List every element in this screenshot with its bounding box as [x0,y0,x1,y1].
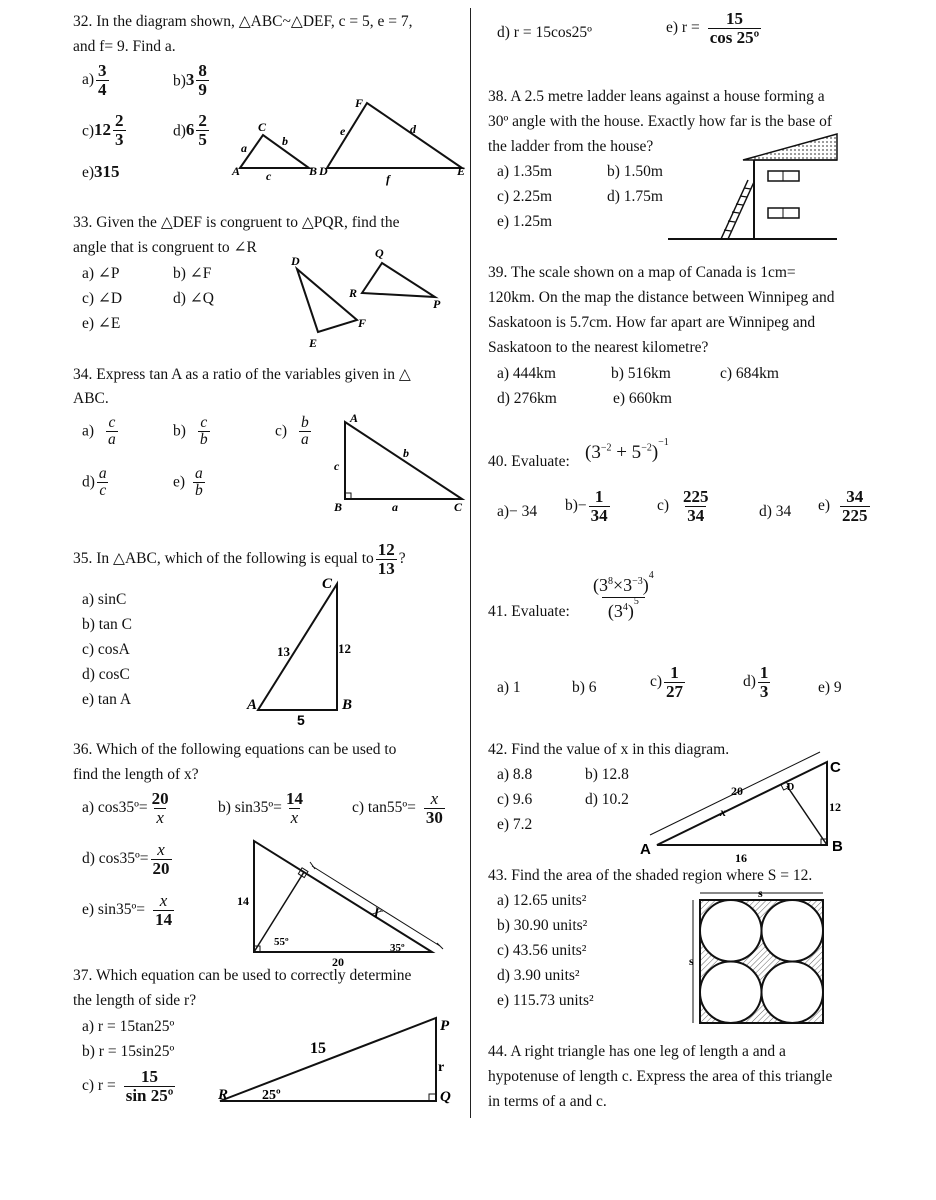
numerator: 3 [98,61,107,80]
q41-option-d [743,664,772,701]
label-b: b [403,446,409,460]
q40-option-e [818,488,872,525]
option-prefix: e) r = [666,18,700,36]
q42-option-d: d) 10.2 [585,791,629,808]
fraction [97,466,109,500]
q35-option-c: c) cosA [82,641,130,658]
label-leg: 12 [338,641,351,656]
fraction [150,790,171,827]
q36-option-d [82,841,174,878]
label-leg: 12 [829,800,841,814]
numerator: 2 [115,111,124,130]
q33-stem-line1: 33. Given the △DEF is congruent to △PQR, find the [73,214,400,231]
fraction [758,664,771,701]
label-e: e [340,124,346,138]
denominator: x [290,807,299,827]
q38-option-b: b) 1.50m [607,163,663,180]
option-label: d) [743,672,756,690]
question-mark: ? [398,549,406,567]
q43-option-b: b) 30.90 units² [497,917,588,934]
option-prefix: c) tan55º= [352,798,416,816]
q32-option-a [82,62,111,99]
fraction [424,790,445,827]
fraction [193,466,205,500]
numerator: 225 [683,487,709,506]
fraction [196,62,209,99]
numerator: a [98,465,107,482]
fraction [299,415,311,449]
q43-option-a: a) 12.65 units² [497,892,587,909]
q40-expression: $(3^{-2} + 5^{-2})^{-1}$ [585,436,669,463]
circle [762,900,824,962]
q42-option-e: e) 7.2 [497,816,533,833]
fraction [681,488,711,525]
numerator: 1 [594,487,604,506]
q37-stem-line2: the length of side r? [73,992,197,1009]
q34-option-c [275,415,313,449]
q32-option-b [173,62,211,99]
q38-stem-line3: the ladder from the house? [488,138,654,155]
label-c: c [334,459,340,473]
fraction [376,541,397,578]
q34-option-b [173,415,212,449]
q41-option-c [650,664,687,701]
fraction [587,570,660,621]
q40-stem: 40. Evaluate: [488,453,570,470]
label-D: D [787,782,795,793]
mixed-number [186,62,211,99]
label-s-side: s [689,954,694,968]
option-label: e) [173,473,186,491]
q42-stem: 42. Find the value of x in this diagram. [488,741,730,758]
option-label: c) [275,422,288,440]
q38-stem-line2: 30º angle with the house. Exactly how far is the base of [488,113,832,130]
circle [762,962,824,1024]
q32-option-c [82,112,128,149]
label-C: C [258,120,267,134]
numerator: 15 [141,1067,159,1086]
label-side: 14 [237,894,249,908]
ladder [721,180,754,239]
q37-option-b: b) r = 15sin25º [82,1043,175,1060]
option-prefix: d) cos35º= [82,849,149,867]
q37-stem-line1: 37. Which equation can be used to correctly determine [73,967,412,984]
q39-stem-line3: Saskatoon is 5.7cm. How far apart are Winnipeg and [488,314,816,331]
label-b: b [282,134,288,148]
q35-option-a: a) sinC [82,591,127,608]
option-label: b) [173,422,186,440]
option-label: c) [657,496,670,514]
label-d: d [410,122,416,136]
option-label: a) [82,422,95,440]
numerator: x [430,789,439,808]
label-D: D [291,254,300,268]
q35-option-b: b) tan C [82,616,132,633]
q36-option-e [82,892,176,929]
option-label: e) [82,164,95,181]
label-x: X [367,904,384,923]
denominator: b [195,482,203,500]
q36-option-a [82,790,173,827]
numerator: 34 [846,487,864,506]
label-P: P [433,297,441,311]
option-label: d) [173,122,186,140]
q37-option-c [82,1068,177,1105]
label-D: D [319,164,328,178]
denominator: $(3^4)^5$ [602,597,645,621]
label-base: 16 [735,851,747,865]
label-angle-55: 55º [274,936,289,948]
q37-option-d: d) r = 15cos25º [497,24,592,41]
q37-option-a: a) r = 15tan25º [82,1018,175,1035]
numerator: 8 [198,61,207,80]
fraction [198,415,210,449]
q44-stem-line1: 44. A right triangle has one leg of length a and a [488,1043,786,1060]
label-hypotenuse: 20 [731,784,743,798]
label-s-top: s [758,886,763,900]
q36-option-b [218,790,307,827]
numerator: 1 [670,663,679,682]
q43-square-circles-figure [685,885,830,1030]
fraction [840,488,870,525]
fraction [589,488,610,525]
q39-option-e: e) 660km [613,390,672,407]
denominator: 9 [198,79,207,99]
denominator: a [301,431,309,449]
mixed-number [186,112,211,149]
option-label: b)− [565,496,587,514]
q38-option-c: c) 2.25m [497,188,553,205]
q38-ladder-house-figure [665,128,845,246]
q36-option-c [352,790,447,827]
fraction [153,892,174,929]
label-A: A [350,411,359,425]
q38-option-d: d) 1.75m [607,188,663,205]
denominator: 14 [155,909,173,929]
numerator: a [195,465,203,482]
circle [700,962,762,1024]
option-prefix: b) sin35º= [218,798,282,816]
label-A: A [640,841,651,858]
q41-expression [585,570,662,621]
q33-option-a: a) ∠P [82,265,120,282]
q32-option-e [82,162,120,182]
q35-option-e: e) tan A [82,691,132,708]
label-x: x [720,805,726,819]
label-hypotenuse: 15 [310,1040,326,1057]
denominator: c [99,482,107,500]
q32-similar-triangles-figure [230,95,470,185]
denominator: x [156,807,164,827]
denominator: 34 [590,505,608,525]
fraction [284,790,305,827]
numerator: b [301,414,309,431]
mixed-number [94,112,128,149]
q36-triangle-figure [230,835,450,970]
q41-stem: 41. Evaluate: [488,603,570,620]
whole: 12 [94,120,112,140]
numerator: 2 [198,111,207,130]
numerator: x [159,891,168,910]
numerator: 20 [151,789,169,808]
q36-stem-line1: 36. Which of the following equations can be used to [73,741,397,758]
q39-option-c: c) 684km [720,365,779,382]
label-F: F [355,96,364,110]
numerator: c [200,414,208,431]
q38-option-a: a) 1.35m [497,163,553,180]
label-B: B [832,838,843,855]
q41-option-b: b) 6 [572,679,597,696]
denominator: sin 25º [125,1085,174,1105]
q33-congruent-triangles-figure [285,245,460,355]
denominator: 5 [198,129,207,149]
label-c: c [266,169,272,183]
q44-stem-line3: in terms of a and c. [488,1093,607,1110]
label-a: a [392,500,398,514]
label-Q: Q [375,246,384,260]
label-Q: Q [440,1089,451,1105]
label-F: F [358,316,367,330]
option-label: b) [173,72,186,90]
fraction [124,1068,176,1105]
q36-stem-line2: find the length of x? [73,766,199,783]
option-label: c) [82,122,95,140]
fraction [664,664,685,701]
q32-stem-line1: 32. In the diagram shown, △ABC~△DEF, c = 5, e = 7, [73,13,413,30]
q40-option-a: a)− 34 [497,503,538,520]
whole: 3 [185,70,195,90]
option-value: 315 [94,162,120,181]
q38-stem-line1: 38. A 2.5 metre ladder leans against a house forming a [488,88,825,105]
q34-option-d [82,466,111,500]
q42-option-b: b) 12.8 [585,766,629,783]
fraction [96,62,109,99]
stem-text: 35. In △ABC, which of the following is equal to [73,549,374,567]
denominator: 30 [425,807,443,827]
label-C: C [830,759,841,776]
q33-option-b: b) ∠F [173,265,212,282]
fraction [113,112,126,149]
label-A: A [247,697,258,713]
q40-option-c [657,488,713,525]
q35-option-d: d) cosC [82,666,130,683]
q42-option-c: c) 9.6 [497,791,533,808]
column-divider [470,8,471,1118]
label-angle-35: 35º [390,942,405,954]
label-C: C [322,576,333,592]
q33-option-e: e) ∠E [82,315,121,332]
q39-option-d: d) 276km [497,390,557,407]
label-a: a [241,141,247,155]
label-R: R [349,286,358,300]
option-prefix: a) cos35º= [82,798,148,816]
q40-option-d: d) 34 [759,503,792,520]
label-A: A [232,164,241,178]
q40-option-b [565,488,612,525]
option-prefix: c) r = [82,1076,116,1094]
fraction [708,10,762,47]
fraction [196,112,209,149]
numerator: 1 [759,663,769,682]
denominator: a [108,431,116,449]
numerator: x [157,840,165,859]
numerator: $(3^8\times 3^{-3})^4$ [593,570,654,595]
fraction [106,415,118,449]
q39-stem-line4: Saskatoon to the nearest kilometre? [488,339,709,356]
label-E: E [309,336,318,350]
q41-option-a: a) 1 [497,679,521,696]
denominator: cos 25º [709,27,760,47]
label-angle: 25º [262,1088,281,1103]
q39-stem-line1: 39. The scale shown on a map of Canada is 1cm= [488,264,796,281]
denominator: 34 [687,505,705,525]
q39-stem-line2: 120km. On the map the distance between Winnipeg and [488,289,835,306]
q38-option-e: e) 1.25m [497,213,553,230]
denominator: 3 [759,681,769,701]
q33-stem-line2: angle that is congruent to ∠R [73,239,257,256]
numerator: 12 [377,540,395,559]
label-base: 20 [332,955,344,969]
option-label: d) [82,473,95,491]
circle [700,900,762,962]
q42-option-a: a) 8.8 [497,766,533,783]
label-R: R [218,1087,229,1103]
option-label: c) [650,672,663,690]
q34-stem-line1: 34. Express tan A as a ratio of the variables given in △ [73,366,411,383]
denominator: 13 [377,558,395,578]
q43-option-e: e) 115.73 units² [497,992,594,1009]
q43-stem: 43. Find the area of the shaded region where S = 12. [488,867,813,884]
q39-option-a: a) 444km [497,365,556,382]
denominator: 27 [666,681,684,701]
numerator: 14 [285,789,303,808]
denominator: 225 [842,505,868,525]
q34-option-a [82,415,120,449]
q34-right-triangle-figure [330,410,470,520]
option-label: a) [82,70,95,88]
q35-right-triangle-figure [240,570,370,730]
denominator: 20 [152,858,170,878]
label-r: r [438,1060,445,1075]
label-B: B [334,500,343,514]
q42-triangle-figure [640,755,855,865]
q41-option-e: e) 9 [818,679,842,696]
denominator: 3 [115,129,124,149]
q32-stem-line2: and f= 9. Find a. [73,38,176,55]
q37-option-e [666,10,763,47]
q34-stem-line2: ABC. [73,390,109,407]
numerator: c [108,414,116,431]
q34-option-e [173,466,207,500]
q32-option-d [173,112,211,149]
q44-stem-line2: hypotenuse of length c. Express the area of this triangle [488,1068,833,1085]
q43-option-d: d) 3.90 units² [497,967,580,984]
q37-right-triangle-figure [210,1010,460,1110]
label-B: B [309,164,318,178]
denominator: b [199,431,208,449]
fraction [151,841,172,878]
q33-option-c: c) ∠D [82,290,123,307]
option-label: e) [818,496,831,514]
roof [743,134,837,160]
q43-option-c: c) 43.56 units² [497,942,587,959]
label-B: B [342,697,353,713]
label-f: f [386,172,390,186]
whole: 6 [185,120,195,140]
label-E: E [457,164,466,178]
denominator: 4 [98,79,107,99]
option-prefix: e) sin35º= [82,900,146,918]
label-base: 5 [297,712,305,728]
q33-option-d: d) ∠Q [173,290,214,307]
label-C: C [454,500,463,514]
label-hypotenuse: 13 [277,644,290,659]
label-P: P [440,1018,450,1034]
numerator: 15 [725,9,743,28]
q39-option-b: b) 516km [611,365,671,382]
